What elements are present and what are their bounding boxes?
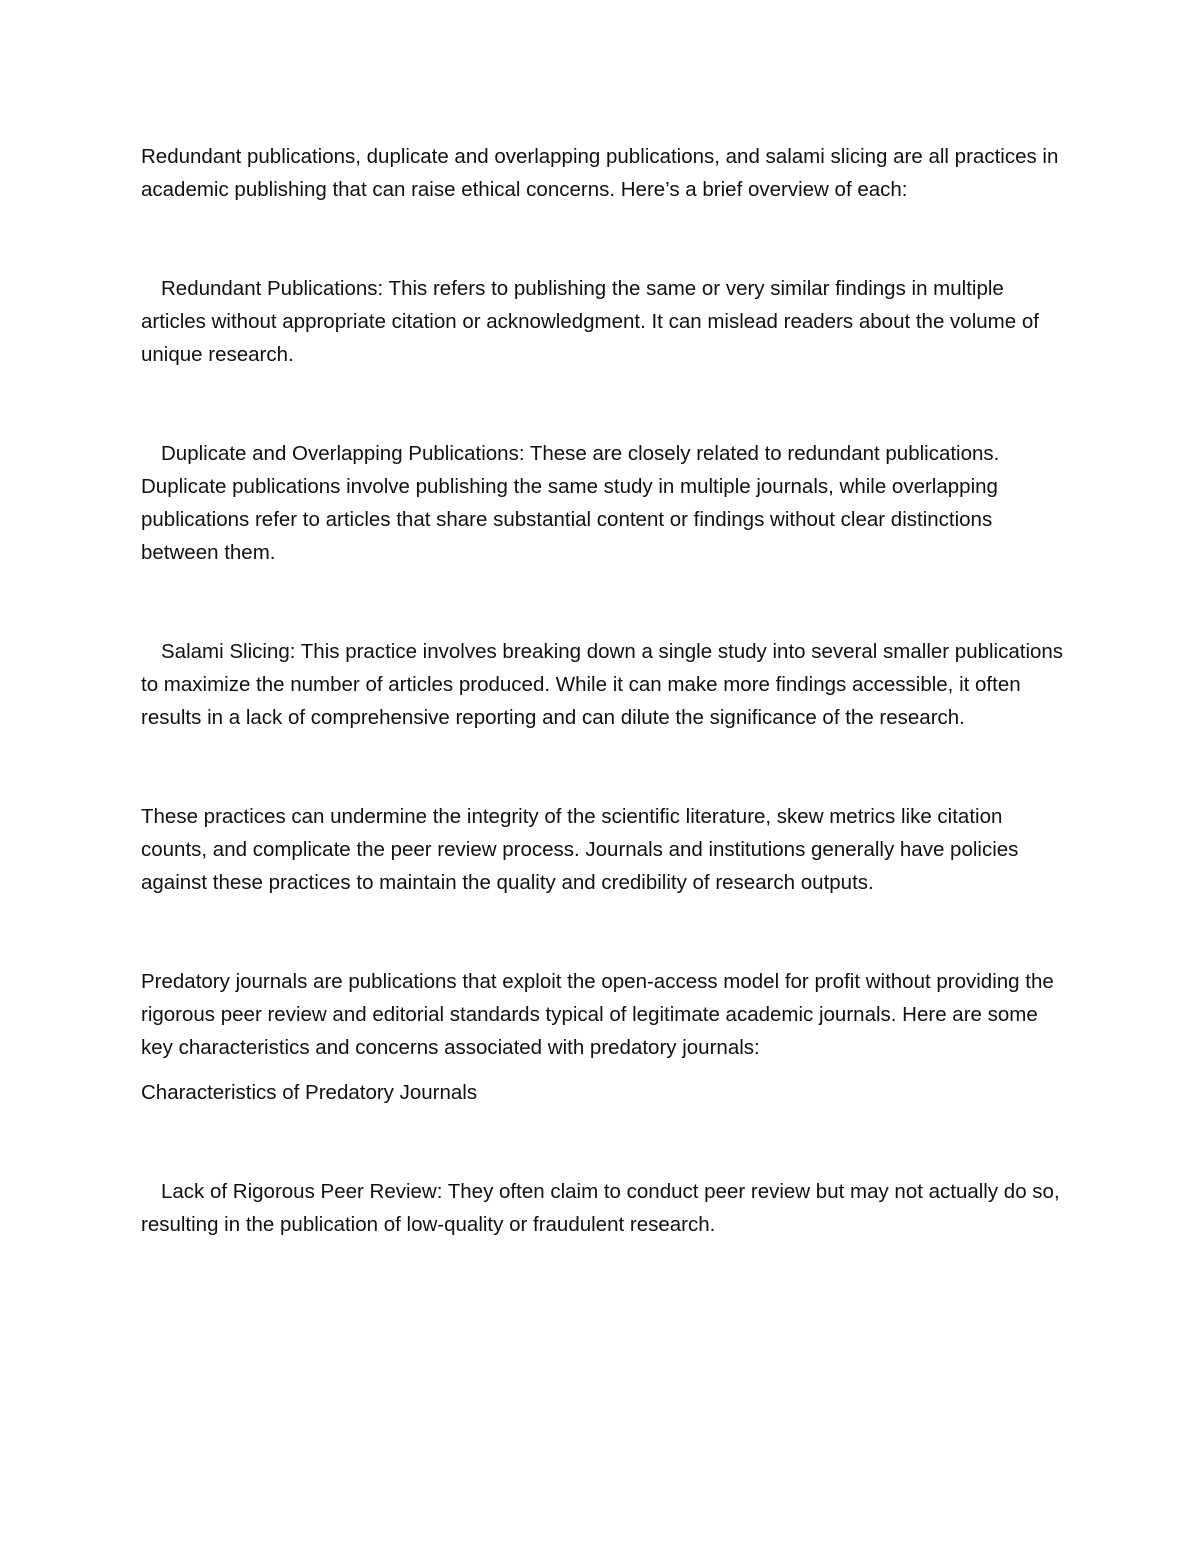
section-heading-characteristics: Characteristics of Predatory Journals — [141, 1081, 478, 1104]
paragraph-lack-of-peer-review: Lack of Rigorous Peer Review: They often claim to conduct peer review but may not actually do so, resulting in the publication of low-quality or fraudulent research. — [141, 1180, 1060, 1236]
paragraph-intro: Redundant publications, duplicate and overlapping publications, and salami slicing are all practices in academic publishing that can raise ethical concerns. Here’s a brief overview of each: — [141, 145, 1059, 201]
paragraph-duplicate-overlapping: Duplicate and Overlapping Publications: These are closely related to redundant publications. Duplicate publications involve publishing the same study in multiple journals, while overlapping publications refer to articles that share substantial content or findings without clear distinctions between them. — [141, 442, 1000, 564]
paragraph-practices-summary: These practices can undermine the integrity of the scientific literature, skew metrics like citation counts, and complicate the peer review process. Journals and institutions generally have policies against these practices to maintain the quality and credibility of research outputs. — [141, 805, 1019, 894]
paragraph-salami-slicing: Salami Slicing: This practice involves breaking down a single study into several smaller publications to maximize the number of articles produced. While it can make more findings accessible, it often results in a lack of comprehensive reporting and can dilute the significance of the research. — [141, 640, 1064, 729]
paragraph-predatory-journals: Predatory journals are publications that exploit the open-access model for profit without providing the rigorous peer review and editorial standards typical of legitimate academic journals. Here are some key characteristics and concerns associated with predatory journals: — [141, 970, 1054, 1059]
paragraph-redundant-publications: Redundant Publications: This refers to publishing the same or very similar findings in multiple articles without appropriate citation or acknowledgment. It can mislead readers about the volume of unique research. — [141, 277, 1039, 366]
document-body — [141, 140, 1066, 1241]
